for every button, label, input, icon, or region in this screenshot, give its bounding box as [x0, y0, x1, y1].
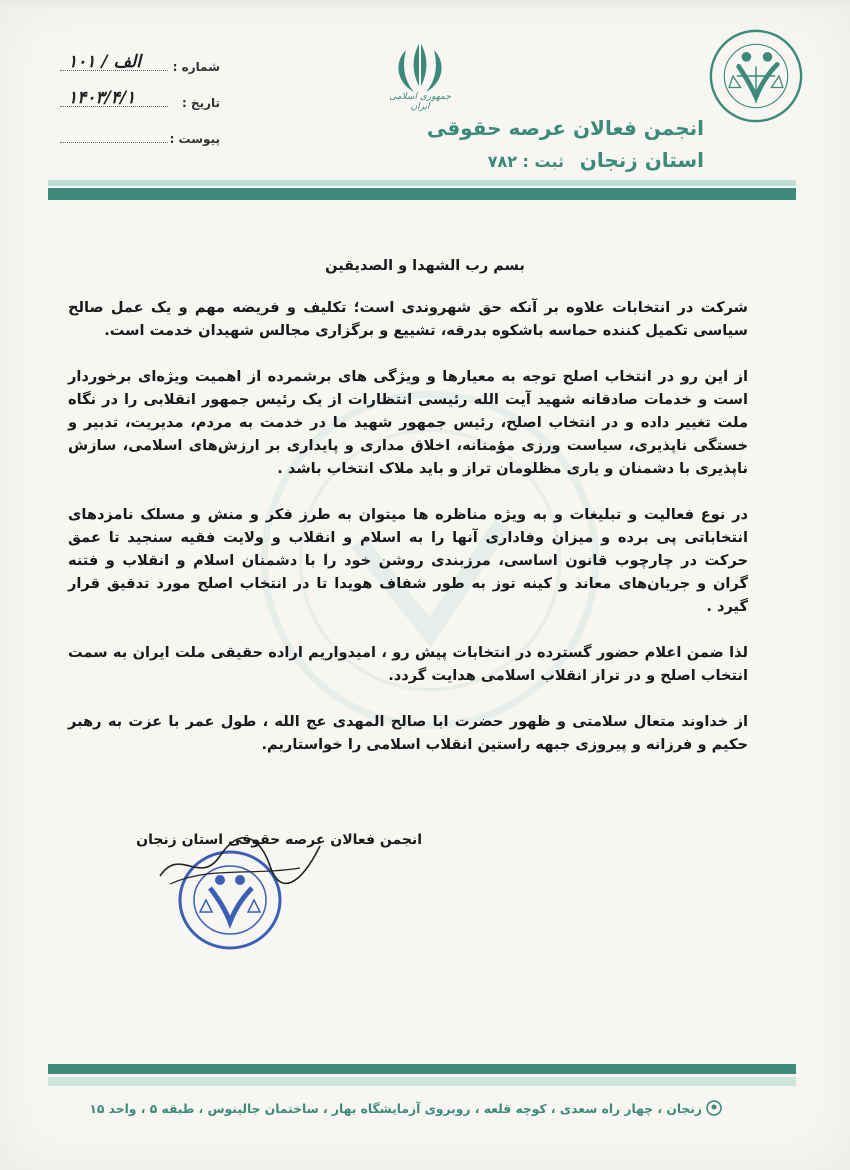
header-band: [48, 180, 796, 202]
location-pin-icon: [706, 1100, 722, 1118]
footer-address: زنجان ، چهار راه سعدی ، کوچه قلعه ، روبروی آزمایشگاه بهار ، ساختمان جالینوس ، طبقه ۵ ، واحد ۱۵: [89, 1102, 702, 1116]
letter-body: [68, 296, 748, 779]
date-row: [60, 88, 220, 116]
basmala: بسم رب الشهدا و الصدیقین: [325, 258, 525, 274]
date-value: ۱۴۰۳/۴/۱: [68, 88, 136, 108]
org-province: استان زنجان: [579, 148, 704, 172]
paragraph-1: شرکت در انتخابات علاوه بر آنکه حق شهروندی است؛ تکلیف و فریضه مهم و یک عمل صالح سیاسی تکمیل کننده حماسه باشکوه بدرقه، تشییع و برگزاری مجالس شهیدان خدمت است.: [68, 299, 748, 339]
footer-band: [48, 1064, 796, 1090]
scan-edge: [0, 0, 850, 8]
paragraph-5: از خداوند متعال سلامتی و ظهور حضرت ابا صالح المهدی عج الله ، طول عمر با عزت به رهبر حکیم و فرزانه و پیروزی جبهه راستین انقلاب اسلامی را خواستاریم.: [68, 713, 748, 753]
paragraph-4: لذا ضمن اعلام حضور گسترده در انتخابات پیش رو ، امیدواریم اراده حقیقی ملت ایران به سمت انتخاب اصلح و در تراز انقلاب اسلامی هدایت گردد.: [68, 644, 748, 684]
paragraph-2: از این رو در انتخاب اصلح توجه به معیارها و ویژگی های برشمرده از اهمیت ویژه‌ای برخوردار است و خدمات صادقانه شهید آیت الله رئیسی انتظارات از یک رئیس جمهور انقلابی را در نگاه ملت تغییر داده و در انتخاب اصلح، رئیس جمهور شهید ما در خدمت به مردم، مدیریت، تدبیر و خستگی ناپذیری، سیاست ورزی مؤمنانه، اخلاق مداری و پایداری بر ارزش‌های اسلامی، سازش ناپذیری با دشمنان و یاری مظلومان تراز و باید ملاک انتخاب باشد .: [68, 368, 748, 477]
registration-number: ثبت : ۷۸۲: [487, 152, 564, 171]
paragraph-3: در نوع فعالیت و تبلیغات و به ویژه مناظره ها میتوان به طرز فکر و منش و مسلک نامزدهای انتخاباتی پی برده و میزان وفاداری آنها را به اسلام و انقلاب و ولایت فقیه سنجید تا عمق حرکت در چارچوب قانون اساسی، مرزبندی روشن خود را با دشمنان اسلام و انقلاب و فتنه گران و جریان‌های معاند و کینه توز به طور شفاف هویدا تا در انتخاب اصلح مورد تدقیق قرار گیرد .: [68, 506, 748, 615]
number-value: ۱۰۱ / الف: [68, 52, 141, 72]
attachment-dots: [60, 142, 168, 143]
signature: [150, 826, 330, 896]
attachment-row: [60, 130, 220, 152]
attachment-label: پیوست :: [169, 132, 220, 146]
date-label: تاریخ :: [181, 96, 220, 110]
signer-name: انجمن فعالان عرصه حقوقی استان زنجان: [136, 832, 422, 848]
association-logo: [708, 28, 804, 124]
number-label: شماره :: [172, 60, 220, 74]
national-emblem-caption: جمهوری اسلامی ایران: [389, 92, 451, 112]
org-name: انجمن فعالان عرصه حقوقی: [426, 116, 704, 140]
number-row: [60, 52, 220, 80]
